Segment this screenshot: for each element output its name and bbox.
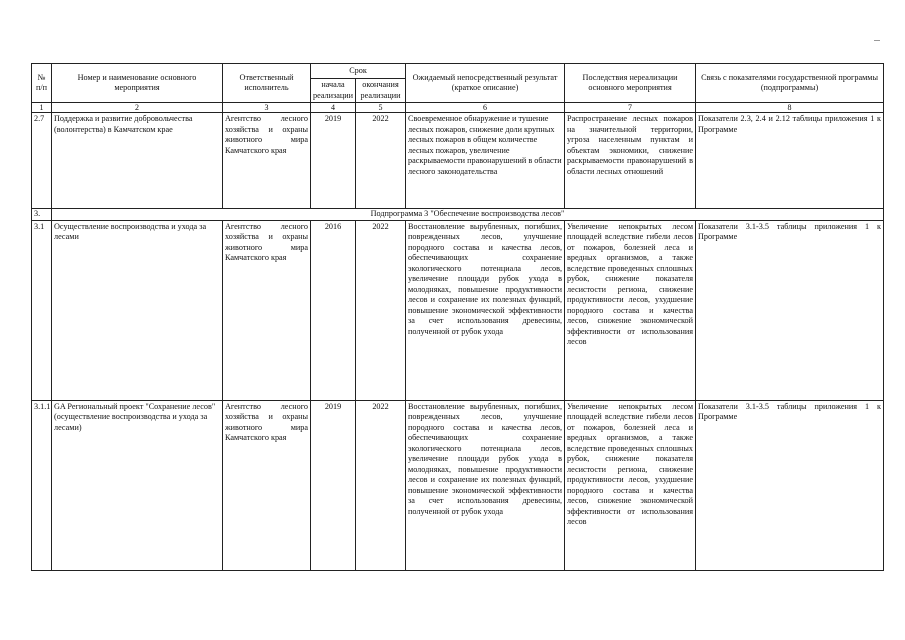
header-consequences: Последствия нереализации основного мероприятия bbox=[565, 64, 696, 103]
row-consequences: Распространение лесных пожаров на значительной территории, угроза населенным пунктам и объектам экономики, снижение раскрываемости правонарушений в области лесных отношений bbox=[565, 113, 696, 209]
row-result: Своевременное обнаружение и тушение лесных пожаров, снижение доли крупных лесных пожаров в общем количестве лесных пожаров, увеличение раскрываемости правонарушений в области лесного законодательства bbox=[406, 113, 565, 209]
row-start: 2019 bbox=[311, 113, 356, 209]
row-executor: Агентство лесного хозяйства и охраны животного мира Камчатского края bbox=[223, 113, 311, 209]
row-consequences: Увеличение непокрытых лесом площадей вследствие гибели лесов от пожаров, болезней леса и вредных организмов, а также вследствие проведенных сплошных рубок, снижение показателя лесистости региона, снижение продуктивности лесов, ухудшение породного состава и качества лесов, снижение экономической эффективности от использования лесов bbox=[565, 400, 696, 570]
row-start: 2016 bbox=[311, 220, 356, 400]
header-end: окончания реализации bbox=[356, 79, 406, 103]
col-number: 6 bbox=[406, 103, 565, 113]
row-result: Восстановление вырубленных, погибших, поврежденных лесов, улучшение породного состава и качества лесов, обеспечивающих сохранение экологического потенциала лесов, увеличение площади рубок ухода в молодняках, повышение продуктивности лесов и сохранение их полезных функций, повышение экономической эффективности за счет использования древесины, полученной от рубок ухода bbox=[406, 400, 565, 570]
table-row bbox=[32, 400, 884, 570]
col-number: 5 bbox=[356, 103, 406, 113]
row-consequences: Увеличение непокрытых лесом площадей вследствие гибели лесов от пожаров, болезней леса и вредных организмов, а также вследствие проведенных сплошных рубок, снижение показателя лесистости региона, снижение продуктивности лесов, ухудшение породного состава и качества лесов, снижение экономической эффективности от использования лесов bbox=[565, 220, 696, 400]
row-num: 3.1 bbox=[32, 220, 52, 400]
section-title: Подпрограмма 3 "Обеспечение воспроизводства лесов" bbox=[52, 209, 884, 221]
row-num: 3.1.1 bbox=[32, 400, 52, 570]
row-name: GA Региональный проект "Сохранение лесов" (осуществление воспроизводства и ухода за лесами) bbox=[52, 400, 223, 570]
row-end: 2022 bbox=[356, 400, 406, 570]
header-start: начала реализации bbox=[311, 79, 356, 103]
col-number: 2 bbox=[52, 103, 223, 113]
header-term: Срок bbox=[311, 64, 406, 79]
row-end: 2022 bbox=[356, 113, 406, 209]
header-result: Ожидаемый непосредственный результат (краткое описание) bbox=[406, 64, 565, 103]
header-link: Связь с показателями государственной программы (подпрограммы) bbox=[696, 64, 884, 103]
row-end: 2022 bbox=[356, 220, 406, 400]
section-num: 3. bbox=[32, 209, 52, 221]
col-number: 7 bbox=[565, 103, 696, 113]
header-name: Номер и наименование основного мероприятия bbox=[52, 64, 223, 103]
row-executor: Агентство лесного хозяйства и охраны животного мира Камчатского края bbox=[223, 220, 311, 400]
table-row bbox=[32, 220, 884, 400]
table-row bbox=[32, 113, 884, 209]
col-number: 4 bbox=[311, 103, 356, 113]
header-num: № п/п bbox=[32, 64, 52, 103]
row-link: Показатели 3.1-3.5 таблицы приложения 1 к Программе bbox=[696, 220, 884, 400]
row-start: 2019 bbox=[311, 400, 356, 570]
section-row bbox=[32, 209, 884, 221]
col-number: 8 bbox=[696, 103, 884, 113]
col-number: 1 bbox=[32, 103, 52, 113]
header-executor: Ответственный исполнитель bbox=[223, 64, 311, 103]
header-row-1 bbox=[32, 64, 884, 79]
row-link: Показатели 3.1-3.5 таблицы приложения 1 к Программе bbox=[696, 400, 884, 570]
column-numbers-row bbox=[32, 103, 884, 113]
page-mark bbox=[874, 40, 880, 41]
row-name: Поддержка и развитие добровольчества (волонтерства) в Камчатском крае bbox=[52, 113, 223, 209]
measures-table bbox=[31, 63, 884, 571]
row-executor: Агентство лесного хозяйства и охраны животного мира Камчатского края bbox=[223, 400, 311, 570]
col-number: 3 bbox=[223, 103, 311, 113]
row-link: Показатели 2.3, 2.4 и 2.12 таблицы приложения 1 к Программе bbox=[696, 113, 884, 209]
row-result: Восстановление вырубленных, погибших, поврежденных лесов, улучшение породного состава и качества лесов, обеспечивающих сохранение экологического потенциала лесов, увеличение площади рубок ухода в молодняках, повышение продуктивности лесов и сохранение их полезных функций, повышение экономической эффективности за счет использования древесины, полученной от рубок ухода bbox=[406, 220, 565, 400]
row-name: Осуществление воспроизводства и ухода за лесами bbox=[52, 220, 223, 400]
row-num: 2.7 bbox=[32, 113, 52, 209]
